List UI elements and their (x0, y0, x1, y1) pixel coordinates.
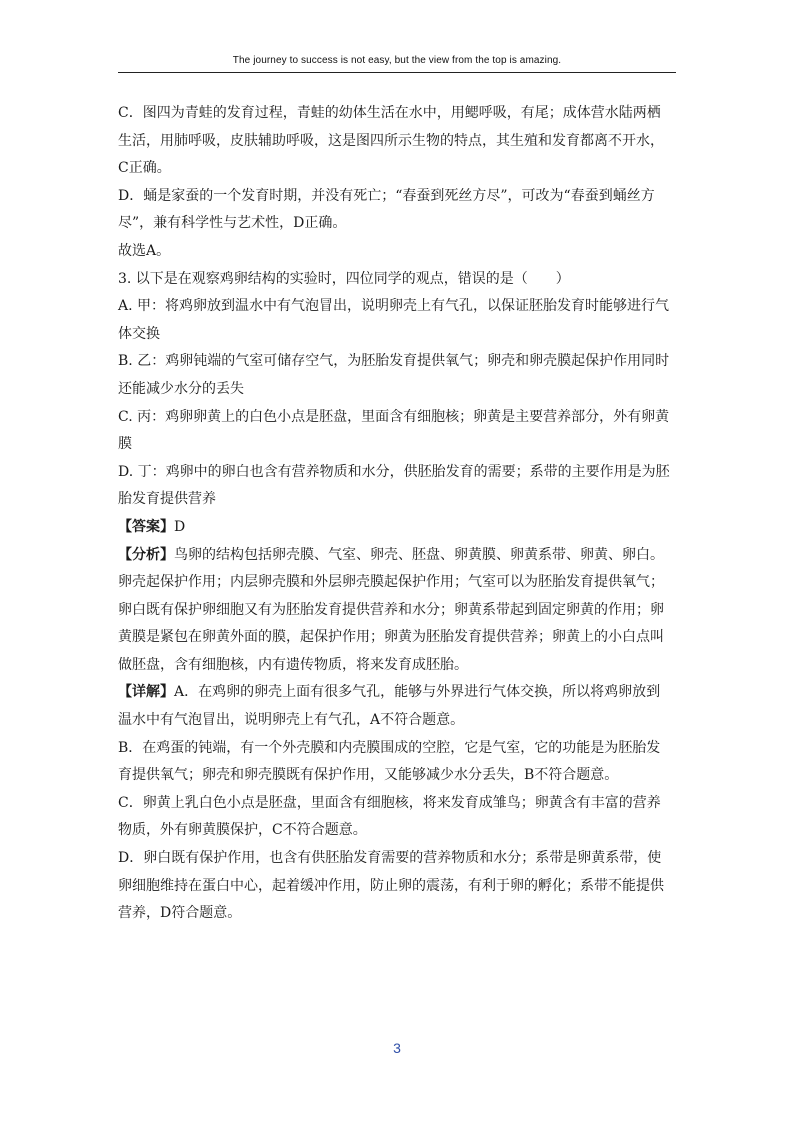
analysis-line: 黄膜是紧包在卵黄外面的膜，起保护作用；卵黄为胚胎发育提供营养；卵黄上的小白点叫 (118, 629, 664, 646)
answer-label: 【答案】 (118, 518, 174, 535)
page-content (118, 100, 678, 928)
analysis-text: 鸟卵的结构包括卵壳膜、气室、卵壳、胚盘、卵黄膜、卵黄系带、卵黄、卵白。 (174, 546, 664, 563)
page-header-tagline: The journey to success is not easy, but the view from the top is amazing. (232, 55, 562, 66)
option-a-line: A. 甲：将鸡卵放到温水中有气泡冒出，说明卵壳上有气孔，以保证胚胎发育时能够进行气 (118, 298, 670, 315)
detail-line: 物质，外有卵黄膜保护，C不符合题意。 (118, 822, 367, 839)
detail-line: 卵细胞维持在蛋白中心，起着缓冲作用，防止卵的震荡，有利于卵的孵化；系带不能提供 (118, 877, 664, 894)
page-number: 3 (393, 1040, 401, 1056)
detail-line: 育提供氧气；卵壳和卵壳膜既有保护作用，又能够减少水分丢失，B不符合题意。 (118, 767, 619, 784)
analysis-line: 做胚盘，含有细胞核，内有遗传物质，将来发育成胚胎。 (118, 656, 468, 673)
question-stem: 3. 以下是在观察鸡卵结构的实验时，四位同学的观点，错误的是（ ） (118, 270, 570, 287)
analysis-label: 【分析】 (118, 546, 174, 563)
header-divider (118, 72, 676, 73)
detail-line: D．卵白既有保护作用，也含有供胚胎发育需要的营养物质和水分；系带是卵黄系带，使 (118, 850, 662, 867)
detail-text: A．在鸡卵的卵壳上面有很多气孔，能够与外界进行气体交换，所以将鸡卵放到 (174, 684, 661, 701)
detail-line: B．在鸡蛋的钝端，有一个外壳膜和内壳膜围成的空腔，它是气室，它的功能是为胚胎发 (118, 739, 661, 756)
analysis-line: 卵壳起保护作用；内层卵壳膜和外层卵壳膜起保护作用；气室可以为胚胎发育提供氧气； (118, 574, 664, 591)
text-line: 尽”，兼有科学性与艺术性，D正确。 (118, 215, 347, 232)
detail-label: 【详解】 (118, 684, 174, 701)
option-a-line: 体交换 (118, 325, 160, 342)
detail-line: 营养，D符合题意。 (118, 905, 242, 922)
answer-value: D (174, 518, 186, 535)
answer-line (118, 514, 678, 542)
text-line: C正确。 (118, 160, 171, 177)
option-c-line: C. 丙：鸡卵卵黄上的白色小点是胚盘，里面含有细胞核；卵黄是主要营养部分，外有卵黄 (118, 408, 670, 425)
detail-line: 温水中有气泡冒出，说明卵壳上有气孔，A不符合题意。 (118, 712, 465, 729)
analysis-line: 卵白既有保护卵细胞又有为胚胎发育提供营养和水分；卵黄系带起到固定卵黄的作用；卵 (118, 601, 664, 618)
option-b-line: B. 乙：鸡卵钝端的气室可储存空气，为胚胎发育提供氧气；卵壳和卵壳膜起保护作用同时 (118, 353, 670, 370)
option-c-line: 膜 (118, 436, 132, 453)
detail-line (118, 679, 678, 707)
text-line: 故选A。 (118, 242, 171, 259)
detail-line: C．卵黄上乳白色小点是胚盘，里面含有细胞核，将来发育成雏鸟；卵黄含有丰富的营养 (118, 794, 661, 811)
option-b-line: 还能减少水分的丢失 (118, 380, 244, 397)
analysis-line (118, 542, 678, 570)
option-d-line: D. 丁：鸡卵中的卵白也含有营养物质和水分，供胚胎发育的需要；系带的主要作用是为胚 (118, 463, 670, 480)
text-line: 生活，用肺呼吸，皮肤辅助呼吸，这是图四所示生物的特点，其生殖和发育都离不开水， (118, 132, 664, 149)
text-line: D．蛹是家蚕的一个发育时期，并没有死亡；“春蚕到死丝方尽”，可改为“春蚕到蛹丝方 (118, 187, 655, 204)
text-line: C．图四为青蛙的发育过程，青蛙的幼体生活在水中，用鳃呼吸，有尾；成体营水陆两栖 (118, 105, 661, 121)
option-d-line: 胎发育提供营养 (118, 491, 216, 508)
